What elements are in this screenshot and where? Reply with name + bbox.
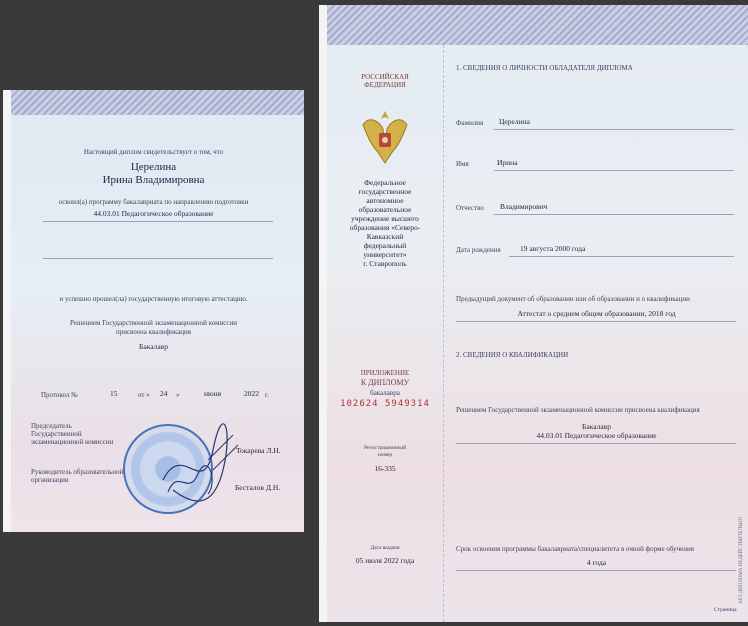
university-line: государственное (358, 187, 412, 196)
coat-of-arms-emblem-icon (355, 105, 415, 171)
date-open-label: от « (138, 391, 150, 399)
holder-surname: Церелина (130, 161, 177, 173)
university-line: университет» (363, 250, 407, 259)
diploma-main-page (3, 90, 304, 532)
attestation-text: и успешно прошел(ла) государственную итоговую аттестацию. (59, 295, 248, 303)
rule (494, 129, 734, 130)
side-watermark-note: БЕЗ ДИПЛОМА НЕДЕЙСТВИТЕЛЬНО (739, 516, 744, 603)
year-suffix: г. (265, 391, 269, 399)
chair-label-3: экзаменационной комиссии (31, 438, 114, 446)
previous-document: Аттестат о среднем общем образовании, 2018 год (517, 309, 676, 318)
protocol-day: 24 (160, 389, 168, 398)
page-label: Страница (714, 607, 737, 613)
rule (456, 321, 736, 322)
university-line: Федеральное (364, 178, 406, 187)
program-name: 44.03.01 Педагогическое образование (93, 209, 214, 218)
head-label-2: организации (31, 476, 69, 484)
date-close-quote: » (176, 391, 180, 399)
qualification-value: Бакалавр (139, 342, 168, 351)
chair-name: Токарева Л.Н. (236, 446, 281, 455)
name-label: Имя (456, 160, 469, 168)
holder-name: Ирина (497, 158, 518, 167)
protocol-label: Протокол № (41, 391, 78, 399)
protocol-month: июня (204, 389, 222, 398)
holder-name: Ирина Владимировна (102, 174, 205, 186)
issue-date: 05 июля 2022 года (355, 556, 415, 565)
registration-number: 16-335 (374, 464, 396, 473)
appendix-title-2: К ДИПЛОМУ (360, 378, 410, 387)
column-divider (443, 45, 444, 622)
security-pattern-band (319, 5, 748, 45)
program-name: 44.03.01 Педагогическое образование (536, 431, 657, 440)
reg-label-1: Регистрационный (364, 445, 406, 451)
head-name: Бесталов Д.Н. (235, 483, 281, 492)
university-line: Кавказский (366, 232, 404, 241)
section-2-title: 2. СВЕДЕНИЯ О КВАЛИФИКАЦИИ (456, 351, 569, 359)
program-line: освоил(а) программу бакалавриата по направлению подготовки (58, 198, 249, 206)
study-duration: 4 года (586, 558, 607, 567)
rule (456, 443, 736, 444)
university-line: образовательное (358, 205, 412, 214)
page-edge (3, 90, 11, 532)
diploma-appendix-page (319, 5, 748, 622)
birth-date: 19 августа 2000 года (520, 244, 586, 253)
university-line: учреждение высшего (351, 214, 419, 223)
rule (509, 256, 734, 257)
country-line-2: ФЕДЕРАЦИЯ (364, 81, 406, 89)
duration-label: Срок освоения программы бакалавриата/специалитета в очной форме обучения (456, 545, 694, 553)
appendix-title-3: бакалавра (370, 389, 400, 397)
section-1-title: 1. СВЕДЕНИЯ О ЛИЧНОСТИ ОБЛАДАТЕЛЯ ДИПЛОМА (456, 64, 633, 72)
holder-surname: Церелина (499, 117, 530, 126)
appendix-title-1: ПРИЛОЖЕНИЕ (360, 369, 410, 377)
chair-label-1: Председатель (31, 422, 72, 430)
university-line: автономное (366, 196, 404, 205)
rule (43, 221, 273, 222)
surname-label: Фамилия (456, 119, 484, 127)
qualification-value: Бакалавр (582, 422, 611, 431)
university-line: федеральный (363, 241, 407, 250)
decision-line-2: присвоена квалификация (115, 328, 192, 336)
university-line: образования «Северо- (349, 223, 421, 232)
holder-patronymic: Владимирович (500, 202, 548, 211)
protocol-year: 2022 (244, 389, 259, 398)
rule (43, 258, 273, 259)
patronymic-label: Отчество (456, 204, 484, 212)
protocol-number: 15 (110, 389, 118, 398)
serial-number: 102624 5949314 (340, 399, 430, 409)
birth-date-label: Дата рождения (456, 246, 501, 254)
intro-text: Настоящий диплом свидетельствует о том, что (83, 148, 224, 156)
country-line-1: РОССИЙСКАЯ (361, 73, 409, 81)
page-edge (319, 5, 327, 622)
qualification-decision: Решением Государственной экзаменационной комиссии присвоена квалификация (456, 406, 700, 414)
security-pattern-band (3, 90, 304, 115)
decision-line-1: Решением Государственной экзаменационной комиссии (70, 319, 237, 327)
rule (494, 214, 734, 215)
rule (456, 570, 736, 571)
chair-label-2: Государственной (31, 430, 82, 438)
university-line: г. Ставрополь (363, 259, 407, 268)
rule (494, 170, 734, 171)
reg-label-2: номер (377, 452, 393, 458)
previous-document-label: Предыдущий документ об образовании или об образовании и о квалификации (456, 295, 690, 303)
signature-head (163, 462, 223, 502)
head-label-1: Руководитель образовательной (31, 468, 124, 476)
issue-date-label: Дата выдачи (370, 545, 400, 551)
